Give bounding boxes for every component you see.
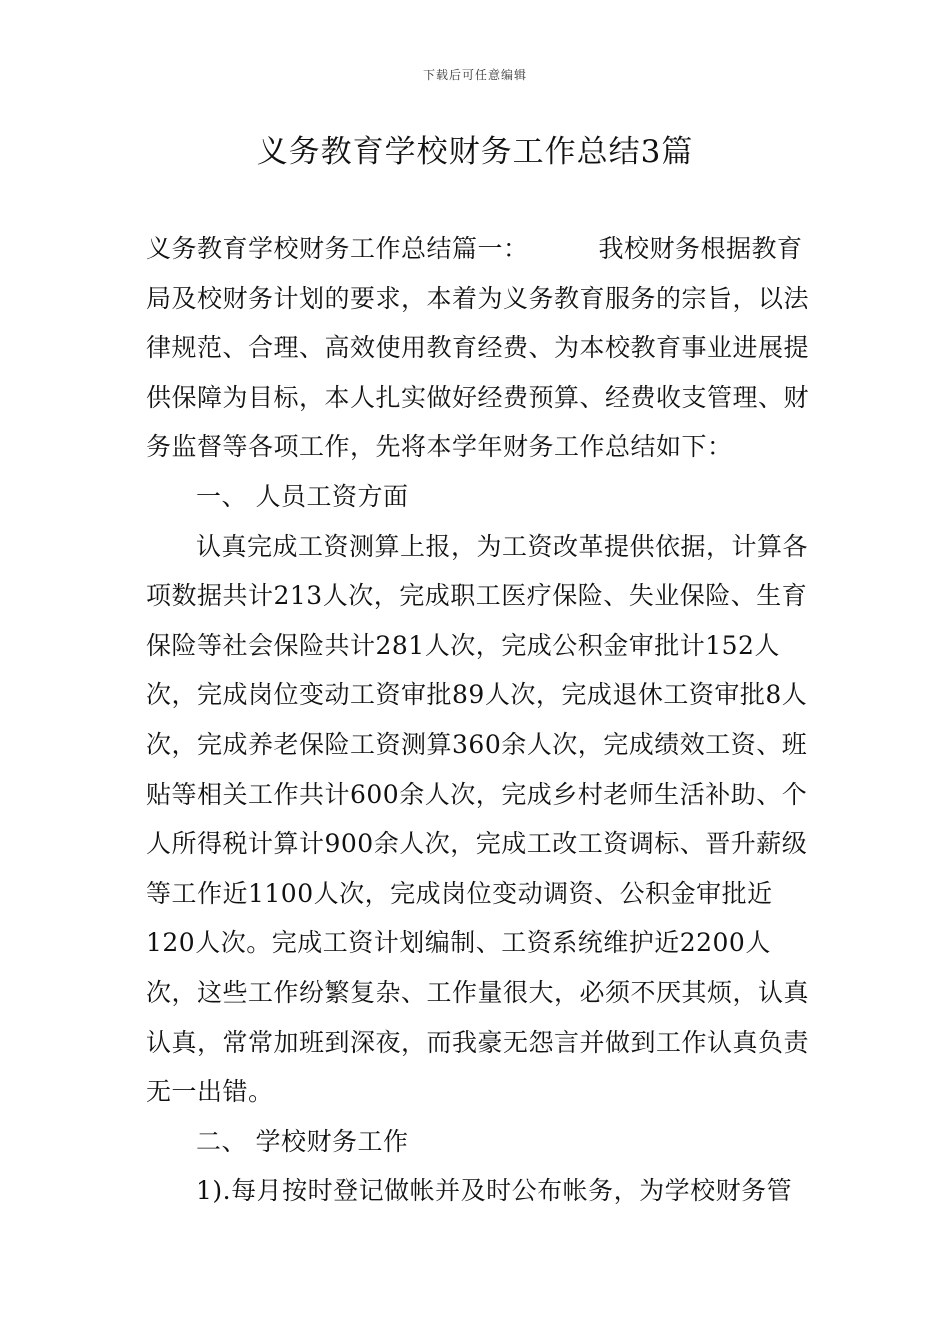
intro-label: 义务教育学校财务工作总结篇一： — [146, 234, 529, 263]
document-body — [146, 224, 821, 1216]
section1-heading: 一、 人员工资方面 — [196, 481, 409, 511]
section1-paragraph: 认真完成工资测算上报，为工资改革提供依据，计算各项数据共计213人次，完成职工医疗保险、失业保险、生育保险等社会保险共计281人次，完成公积金审批计152人次，完成岗位变动工资审批89人次，完成退休工资审批8人次，完成养老保险工资测算360余人次，完成绩效工资、班贴等相关工作共计600余人次，完成乡村老师生活补助、个人所得税计算计900余人次，完成工改工资调标、晋升薪级等工作近1100人次，完成岗位变动调资、公积金审批近120人次。完成工资计划编制、工资系统维护近2200人次，这些工作纷繁复杂、工作量很大，必须不厌其烦，认真认真，常常加班到深夜，而我豪无怨言并做到工作认真负责无一出错。 — [146, 531, 810, 1107]
document-title: 义务教育学校财务工作总结3篇 — [256, 134, 694, 170]
item1-paragraph: 1).每月按时登记做帐并及时公布帐务，为学校财务管 — [196, 1176, 793, 1206]
download-note: 下载后可任意编辑 — [422, 68, 527, 82]
section2-heading: 二、 学校财务工作 — [196, 1126, 409, 1156]
intro-text: 我校财务根据教育局及校财务计划的要求，本着为义务教育服务的宗旨，以法律规范、合理、高效使用教育经费、为本校教育事业进展提供保障为目标，本人扎实做好经费预算、经费收支管理、财务监督等各项工作，先将本学年财务工作总结如下： — [146, 234, 810, 462]
intro-paragraph — [146, 224, 821, 472]
